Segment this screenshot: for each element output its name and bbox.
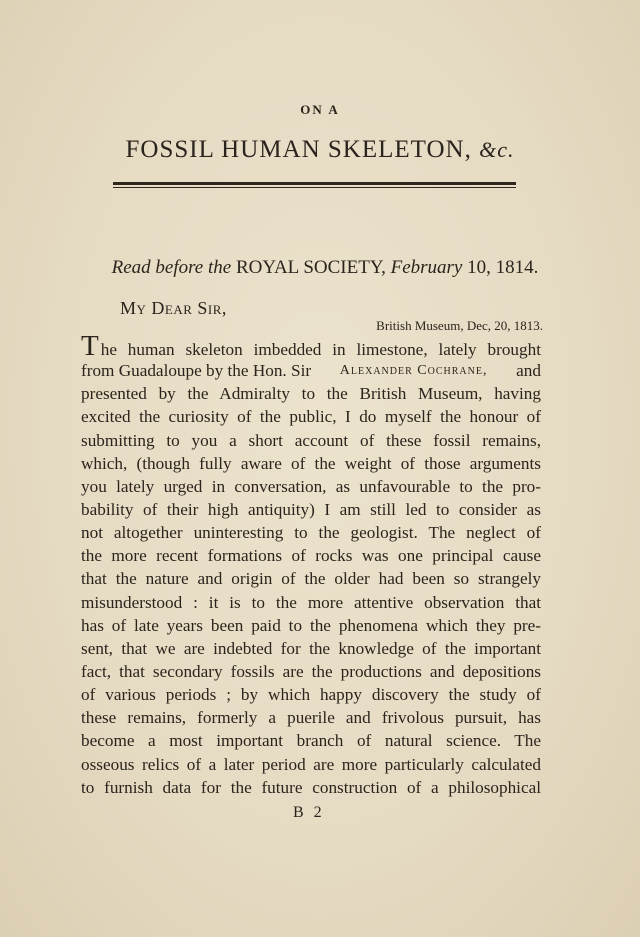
body-line-20 (81, 776, 541, 799)
body-line-3 (81, 382, 541, 405)
body-line-17 (81, 706, 541, 729)
body-line-7 (81, 475, 541, 498)
body-line-14 (81, 637, 541, 660)
title-rule-thin (113, 187, 516, 188)
line-4-text: excited the curiosity of the public, I do myself the honour of (81, 407, 541, 427)
body-line-11 (81, 567, 541, 590)
kicker-text: ON A (300, 102, 340, 117)
line-13-text: has of late years been paid to the phenomena which they pre- (81, 615, 541, 635)
body-line-2 (81, 359, 541, 382)
title-text: FOSSIL HUMAN SKELETON, (125, 136, 472, 163)
read-day: 10, 1814. (467, 257, 539, 278)
dateline: British Museum, Dec, 20, 1813. (376, 318, 543, 333)
page-title (0, 136, 640, 164)
line-9-text: not altogether uninteresting to the geologist. The neglect of (81, 523, 541, 543)
body-line-12 (81, 591, 541, 614)
line-19-text: osseous relics of a later period are more particularly calculated (81, 754, 541, 774)
line-2-part-a: from Guadaloupe by the Hon. Sir (81, 361, 312, 381)
body-line-8 (81, 498, 541, 521)
line-3-text: presented by the Admiralty to the British Museum, having (81, 384, 541, 404)
body-line-16 (81, 683, 541, 706)
body-line-9 (81, 521, 541, 544)
read-date: February (390, 257, 463, 278)
line-8-text: bability of their high antiquity) I am still led to consider as (81, 499, 541, 519)
body-line-5 (81, 429, 541, 452)
line-2-name: Alexander Cochrane, (339, 363, 488, 379)
line-5-text: submitting to you a short account of these fossil remains, (81, 430, 541, 450)
body-line-6 (81, 452, 541, 475)
body-text (81, 330, 541, 799)
line-12-text: misunderstood : it is to the more attentive observation that (81, 592, 541, 612)
read-society: ROYAL SOCIETY, (235, 257, 386, 278)
body-line-18 (81, 729, 541, 752)
line-6-text: which, (though fully aware of the weight of those arguments (81, 453, 541, 473)
body-line-13 (81, 614, 541, 637)
line-18-text: become a most important branch of natural science. The (81, 731, 541, 751)
line-15-text: fact, that secondary fossils are the productions and depositions (81, 661, 541, 681)
drop-cap: T (81, 330, 99, 362)
body-line-19 (81, 753, 541, 776)
salutation: My Dear Sir, (120, 298, 227, 318)
line-14-text: sent, that we are indebted for the knowledge of the important (81, 638, 541, 658)
line-17-text: these remains, formerly a puerile and frivolous pursuit, has (81, 708, 541, 728)
body-line-4 (81, 405, 541, 428)
line-10-text: the more recent formations of rocks was one principal cause (81, 546, 541, 566)
body-line-15 (81, 660, 541, 683)
line-11-text: that the nature and origin of the older had been so strangely (81, 569, 541, 589)
line-16-text: of various periods ; by which happy discovery the study of (81, 685, 541, 705)
line-20-text: to furnish data for the future construction of a philosophical (81, 777, 541, 797)
title-rule-thick (113, 182, 516, 185)
line-7-text: you lately urged in conversation, as unfavourable to the pro- (81, 476, 541, 496)
signature-mark: B 2 (293, 804, 325, 821)
line-1-content (81, 330, 541, 362)
title-etc: &c. (479, 137, 515, 162)
read-before-line (0, 257, 640, 279)
read-prefix: Read before the (111, 257, 232, 278)
body-line-10 (81, 544, 541, 567)
line-1-text: he human skeleton imbedded in limestone, lately brought (100, 340, 541, 359)
body-line-1 (81, 330, 541, 362)
line-2-part-b: and (516, 361, 541, 381)
